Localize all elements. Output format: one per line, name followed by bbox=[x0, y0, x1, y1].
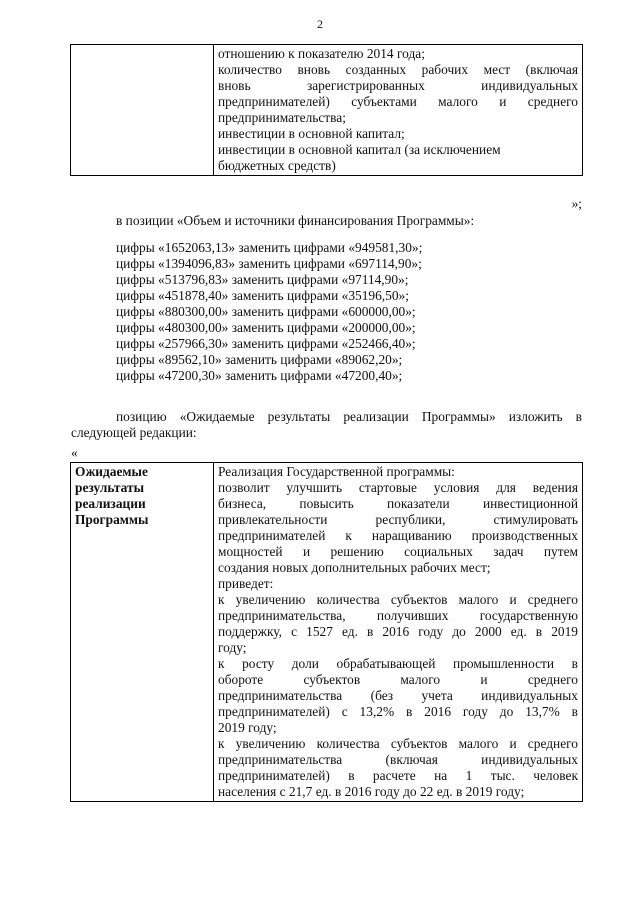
opening-quote-mark: « bbox=[71, 445, 78, 460]
row-heading-line: Программы bbox=[75, 512, 149, 527]
text-line: предпринимательства (включая индивидуальных bbox=[218, 752, 578, 767]
text-line: предпринимательства, получивших государственную bbox=[218, 608, 578, 623]
text-line: бизнеса, повысить показатели инвестиционной bbox=[218, 496, 578, 511]
text-line: инвестиции в основной капитал (за исключением bbox=[218, 142, 501, 157]
page-number: 2 bbox=[317, 17, 323, 31]
text-line: предпринимательства (без учета индивидуальных bbox=[218, 688, 578, 703]
expected-results-heading bbox=[71, 409, 582, 441]
text-line: предпринимателей к наращиванию производственных bbox=[218, 528, 578, 543]
text-line: отношению к показателю 2014 года; bbox=[218, 46, 425, 61]
list-item: цифры «451878,40» заменить цифрами «35196,50»; bbox=[116, 288, 409, 303]
text-line: к увеличению количества субъектов малого и среднего bbox=[218, 736, 578, 751]
list-item: цифры «89562,10» заменить цифрами «89062,20»; bbox=[116, 352, 403, 367]
row-heading-line: результаты bbox=[75, 480, 145, 495]
text-line: Реализация Государственной программы: bbox=[218, 464, 455, 479]
table-row bbox=[71, 45, 583, 176]
text-line: году; bbox=[218, 640, 247, 655]
list-item: цифры «480300,00» заменить цифрами «200000,00»; bbox=[116, 320, 416, 335]
text-line: мощностей и решению социальных задач путем bbox=[218, 544, 578, 559]
text-line: позволит улучшить стартовые условия для ведения bbox=[218, 480, 578, 495]
row-heading-line: Ожидаемые bbox=[75, 464, 148, 479]
row-heading-line: реализации bbox=[75, 496, 146, 511]
table-right-cell bbox=[214, 45, 583, 176]
table-right-cell bbox=[214, 463, 583, 802]
table-row bbox=[71, 463, 583, 802]
list-item: цифры «257966,30» заменить цифрами «252466,40»; bbox=[116, 336, 416, 351]
text-line: 2019 году; bbox=[218, 720, 277, 735]
text-line: количество вновь созданных рабочих мест (включая bbox=[218, 62, 578, 77]
table-left-cell bbox=[71, 45, 214, 176]
text-line: предпринимателей) субъектами малого и среднего bbox=[218, 94, 578, 109]
text-line: предпринимательства; bbox=[218, 110, 346, 125]
table-left-cell bbox=[71, 463, 214, 802]
digits-replacement-list bbox=[116, 240, 627, 384]
text-line: предпринимателей) в расчете на 1 тыс. человек bbox=[218, 768, 578, 783]
list-item: цифры «880300,00» заменить цифрами «600000,00»; bbox=[116, 304, 416, 319]
text-line: привлекательности республики, стимулировать bbox=[218, 512, 578, 527]
expected-heading-line: позицию «Ожидаемые результаты реализации Программы» изложить в bbox=[116, 409, 582, 424]
list-item: цифры «1394096,83» заменить цифрами «697114,90»; bbox=[116, 256, 422, 271]
expected-results-table bbox=[70, 462, 583, 802]
list-item: цифры «513796,83» заменить цифрами «97114,90»; bbox=[116, 272, 409, 287]
text-line: населения с 21,7 ед. в 2016 году до 22 ед. в 2019 году; bbox=[218, 784, 525, 799]
text-line: к увеличению количества субъектов малого и среднего bbox=[218, 592, 578, 607]
text-line: бюджетных средств) bbox=[218, 158, 336, 173]
text-line: к росту доли обрабатывающей промышленности в bbox=[218, 656, 578, 671]
text-line: создания новых дополнительных рабочих мест; bbox=[218, 560, 491, 575]
financing-position-heading: в позиции «Объем и источники финансирования Программы»: bbox=[116, 213, 475, 228]
text-line: приведет: bbox=[218, 576, 274, 591]
continuation-table bbox=[70, 44, 583, 176]
closing-quote-mark: »; bbox=[571, 196, 582, 211]
text-line: вновь зарегистрированных индивидуальных bbox=[218, 78, 578, 93]
text-line: предпринимателей) с 13,2% в 2016 году до 13,7% в bbox=[218, 704, 578, 719]
text-line: инвестиции в основной капитал; bbox=[218, 126, 405, 141]
list-item: цифры «1652063,13» заменить цифрами «949581,30»; bbox=[116, 240, 423, 255]
text-line: поддержку, с 1527 ед. в 2016 году до 2000 ед. в 2019 bbox=[218, 624, 578, 639]
expected-heading-line: следующей редакции: bbox=[71, 425, 197, 440]
text-line: обороте субъектов малого и среднего bbox=[218, 672, 578, 687]
list-item: цифры «47200,30» заменить цифрами «47200,40»; bbox=[116, 368, 403, 383]
